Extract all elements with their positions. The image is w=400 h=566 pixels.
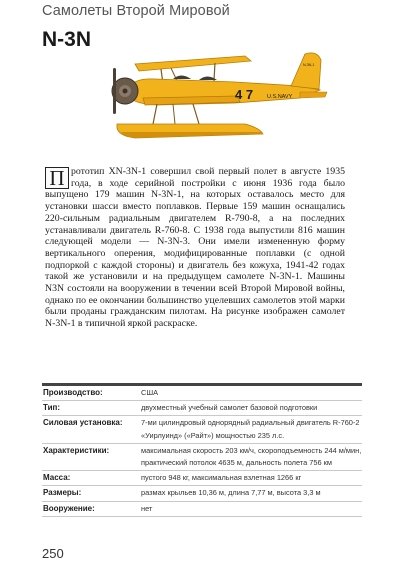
spec-value: нет — [141, 503, 153, 513]
description-text — [45, 166, 345, 330]
description-body: рототип XN-3N-1 совершил свой первый полет в августе 1935 года, в ходе серийной постройки с июня 1936 года было выпущено 179 машин N-3N-1, на которых оставалось место для установки шасси вместо поплавков. Первые 159 машин оснащались 220-сильным радиальным двигателем R-790-8, а на последних устанавливали двигатель R-760-8. С 1938 года выпустили 816 машин следующей модели — N-3N-3. Они имели измененную форму вертикального оперения, модифицированные поплавки (с одной подпоркой с каждой стороны) и двигатель без кожуха, 1941-42 годах такой же установили и на предыдущем самолете N-3N-1. Машины N3N состояли на вооружении в течении всей Второй Мировой войны, однако по ее окончании большинство уцелевших самолетов этой марки были проданы гражданским пилотам. На рисунке изображен самолет N-3N-1 в типичной яркой раскраске. — [45, 166, 345, 330]
upper-wing — [135, 56, 251, 71]
spec-row-type — [42, 401, 362, 416]
spec-value: 7-ми цилиндровый однорядный радиальный двигатель R-760-2 «Уирлуинд» («Райт») мощностью 235 л.с. — [141, 418, 360, 440]
spec-label: Вооружение: — [43, 503, 95, 513]
page-number: 250 — [42, 546, 64, 561]
spec-label: Характеристики: — [43, 445, 110, 455]
lower-wing — [143, 96, 240, 105]
spec-row-dimensions — [42, 486, 362, 501]
spec-label: Масса: — [43, 473, 71, 483]
spec-row-powerplant — [42, 416, 362, 443]
spec-row-performance — [42, 444, 362, 471]
series-title: Самолеты Второй Мировой — [42, 3, 230, 19]
spec-label: Силовая установка: — [43, 418, 123, 428]
spec-value: двухместный учебный самолет базовой подготовки — [141, 403, 318, 413]
aircraft-model-title: N-3N — [42, 28, 92, 51]
aircraft-illustration — [95, 42, 335, 154]
spec-label: Тип: — [43, 403, 60, 413]
tail-fin — [291, 53, 321, 89]
drop-cap: П — [45, 167, 69, 189]
spec-value: пустого 948 кг, максимальная взлетная 1266 кг — [141, 473, 302, 483]
spec-value: размах крыльев 10,36 м, длина 7,77 м, высота 3,3 м — [141, 488, 321, 498]
spec-row-production — [42, 386, 362, 401]
spec-row-armament — [42, 502, 362, 517]
tail-marking: U.S.NAVY — [267, 94, 293, 100]
fuselage-number: 4 7 — [235, 87, 254, 102]
spec-label: Производство: — [43, 388, 103, 397]
fin-marking: N-3N-1 — [303, 63, 315, 67]
spec-value: США — [141, 388, 159, 397]
specifications-table — [42, 383, 362, 517]
propeller — [113, 68, 116, 114]
spec-label: Размеры: — [43, 488, 82, 498]
spec-value: максимальная скорость 203 км/ч, скороподъемность 244 м/мин, практический потолок 4635 м, дальность полета 756 км — [141, 445, 362, 468]
spec-row-weight — [42, 471, 362, 486]
